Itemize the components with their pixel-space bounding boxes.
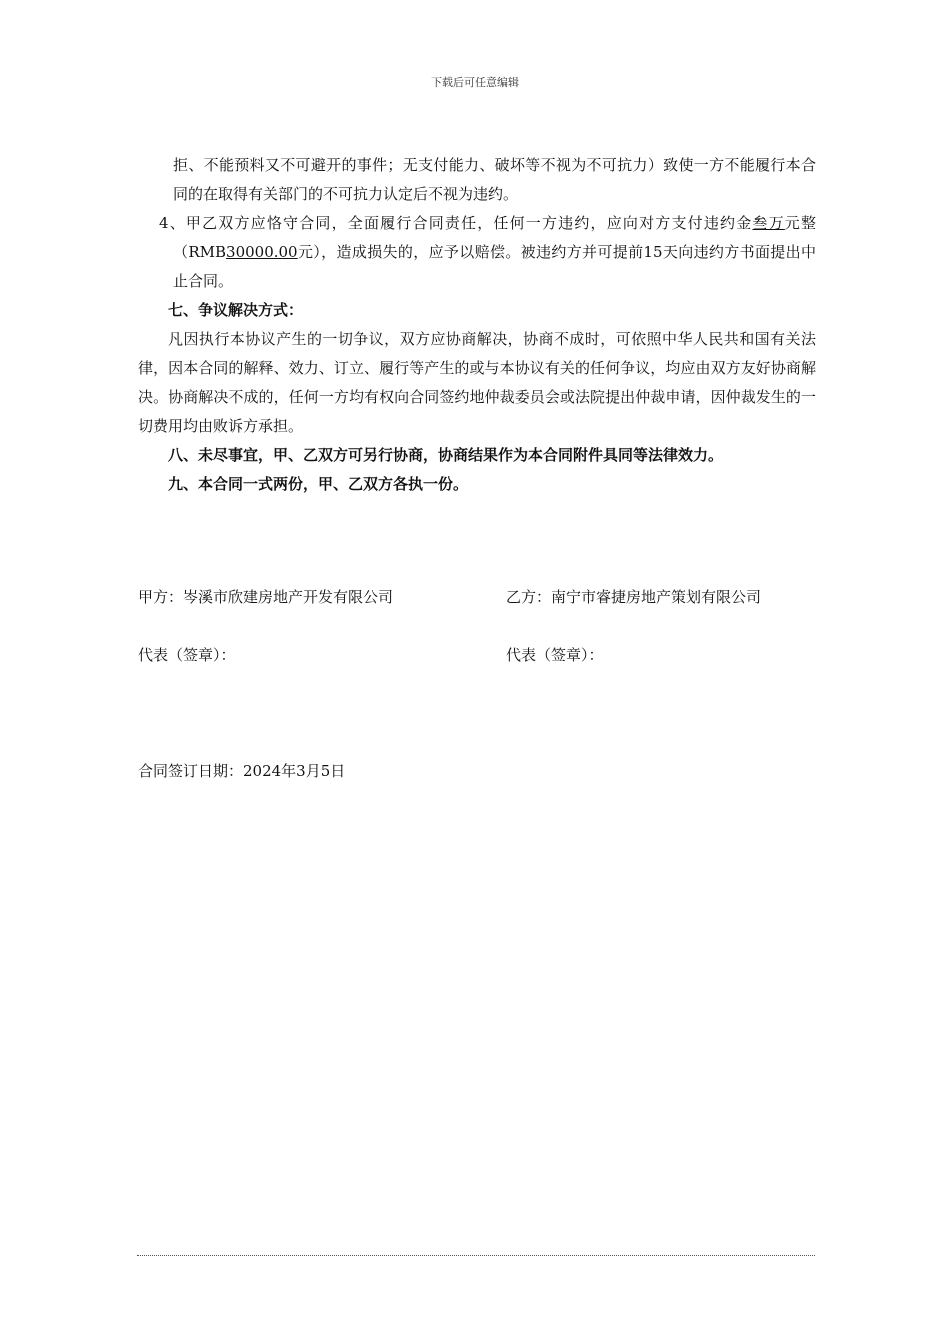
contract-body — [138, 151, 816, 499]
section-8: 八、未尽事宜，甲、乙双方可另行协商，协商结果作为本合同附件具同等法律效力。 — [168, 446, 724, 464]
penalty-amount-number: 30000.00 — [226, 243, 298, 261]
party-a-representative: 代表（签章）： — [138, 646, 236, 664]
party-a-name: 甲方：岑溪市欣建房地产开发有限公司 — [138, 588, 394, 606]
clause-4-text-b: 元整（RMB — [173, 214, 816, 261]
section-7-body: 凡因执行本协议产生的一切争议，双方应协商解决，协商不成时，可依照中华人民共和国有关法律，因本合同的解释、效力、订立、履行等产生的或与本协议有关的任何争议，均应由双方友好协商解决。协商解决不成的，任何一方均有权向合同签约地仲裁委员会或法院提出仲裁申请，因仲裁发生的一切费用均由败诉方承担。 — [138, 330, 816, 435]
clause-4-breach-penalty — [138, 209, 816, 296]
section-9: 九、本合同一式两份，甲、乙双方各执一份。 — [168, 475, 469, 493]
page-header: 下载后可任意编辑 — [431, 76, 519, 89]
signing-date: 合同签订日期：2024年3月5日 — [138, 762, 346, 780]
footer-divider — [137, 1255, 815, 1256]
force-majeure-continuation: 拒、不能预料又不可避开的事件；无支付能力、破坏等不视为不可抗力）致使一方不能履行本合同的在取得有关部门的不可抗力认定后不视为违约。 — [173, 156, 816, 203]
section-7-title: 七、争议解决方式： — [168, 301, 304, 319]
party-b-representative: 代表（签章）： — [506, 646, 604, 664]
clause-4-text-c: 元），造成损失的，应予以赔偿。被违约方并可提前15天向违约方书面提出中止合同。 — [173, 243, 816, 290]
clause-4-text-a: 4、甲乙双方应恪守合同，全面履行合同责任，任何一方违约，应向对方支付违约金 — [159, 214, 753, 232]
penalty-amount-words: 叁万 — [752, 214, 785, 232]
party-b-name: 乙方：南宁市睿捷房地产策划有限公司 — [506, 588, 762, 606]
